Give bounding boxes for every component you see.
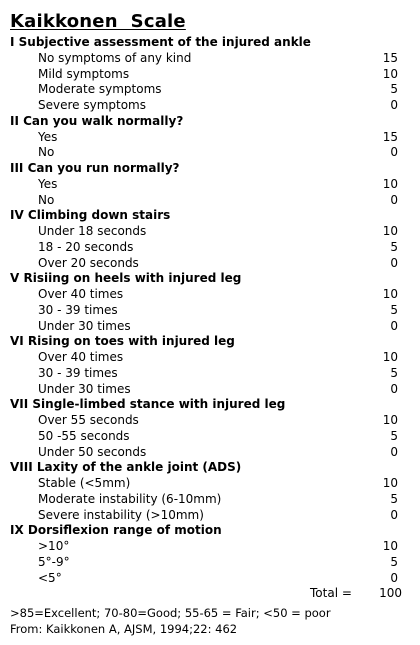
item-score: 0: [390, 444, 398, 459]
item-label: Moderate symptoms: [38, 82, 162, 97]
section-heading: VIII Laxity of the ankle joint (ADS): [10, 460, 242, 475]
item-score: 10: [382, 476, 398, 490]
item-label: No: [38, 145, 55, 160]
item-label: 18 - 20 seconds: [38, 239, 134, 254]
item-label: No: [38, 192, 55, 207]
item-score: 5: [390, 239, 398, 254]
total-label: Total =: [310, 585, 352, 600]
item-score: 10: [382, 539, 398, 553]
item-label: <5°: [38, 570, 62, 585]
item-score: 5: [390, 365, 398, 380]
item-score: 10: [382, 287, 398, 301]
section-heading: IV Climbing down stairs: [10, 208, 171, 223]
item-score: 0: [390, 507, 398, 522]
item-label: Over 20 seconds: [38, 255, 139, 270]
section-heading: II Can you walk normally?: [10, 113, 184, 128]
item-score: 10: [382, 413, 398, 427]
score-interpretation: >85=Excellent; 70-80=Good; 55-65 = Fair; <50 = poor: [10, 605, 331, 620]
item-score: 10: [382, 66, 398, 81]
item-score: 0: [390, 255, 398, 270]
item-score: 10: [382, 224, 398, 238]
item-score: 5: [390, 428, 398, 443]
item-label: Under 18 seconds: [38, 224, 147, 238]
section-heading: VII Single-limbed stance with injured leg: [10, 397, 286, 412]
item-score: 5: [390, 554, 398, 569]
item-label: Moderate instability (6-10mm): [38, 491, 222, 506]
reference-citation: From: Kaikkonen A, AJSM, 1994;22: 462: [10, 621, 238, 636]
item-score: 0: [390, 98, 398, 112]
item-label: Under 30 times: [38, 318, 131, 333]
item-label: 5°-9°: [38, 554, 70, 569]
item-score: 0: [390, 570, 398, 585]
item-label: >10°: [38, 539, 70, 553]
section-heading: I Subjective assessment of the injured ankle: [10, 35, 311, 49]
item-label: No symptoms of any kind: [38, 50, 192, 65]
item-label: Under 50 seconds: [38, 444, 147, 459]
item-label: Over 40 times: [38, 287, 124, 301]
item-score: 5: [390, 82, 398, 97]
item-score: 0: [390, 145, 398, 160]
item-score: 10: [382, 176, 398, 191]
item-label: Under 30 times: [38, 381, 131, 396]
item-label: Severe symptoms: [38, 98, 146, 112]
item-score: 5: [390, 302, 398, 317]
item-label: 30 - 39 times: [38, 365, 118, 380]
item-label: Mild symptoms: [38, 66, 130, 81]
item-label: Over 55 seconds: [38, 413, 139, 427]
item-score: 5: [390, 491, 398, 506]
section-heading: IX Dorsiflexion range of motion: [10, 523, 222, 538]
item-score: 0: [390, 318, 398, 333]
document-title: Kaikkonen Scale: [10, 11, 186, 32]
section-heading: V Risiing on heels with injured leg: [10, 271, 242, 286]
item-label: 30 - 39 times: [38, 302, 118, 317]
item-score: 15: [382, 129, 398, 144]
section-heading: III Can you run normally?: [10, 161, 180, 175]
item-score: 0: [390, 381, 398, 396]
item-label: Severe instability (>10mm): [38, 507, 204, 522]
item-score: 15: [382, 50, 398, 65]
section-heading: VI Rising on toes with injured leg: [10, 334, 235, 349]
item-label: Over 40 times: [38, 350, 124, 364]
item-label: 50 -55 seconds: [38, 428, 130, 443]
item-score: 0: [390, 192, 398, 207]
item-label: Yes: [38, 176, 58, 191]
item-label: Yes: [38, 129, 58, 144]
item-score: 10: [382, 350, 398, 364]
item-label: Stable (<5mm): [38, 476, 131, 490]
total-value: 100: [379, 585, 402, 600]
